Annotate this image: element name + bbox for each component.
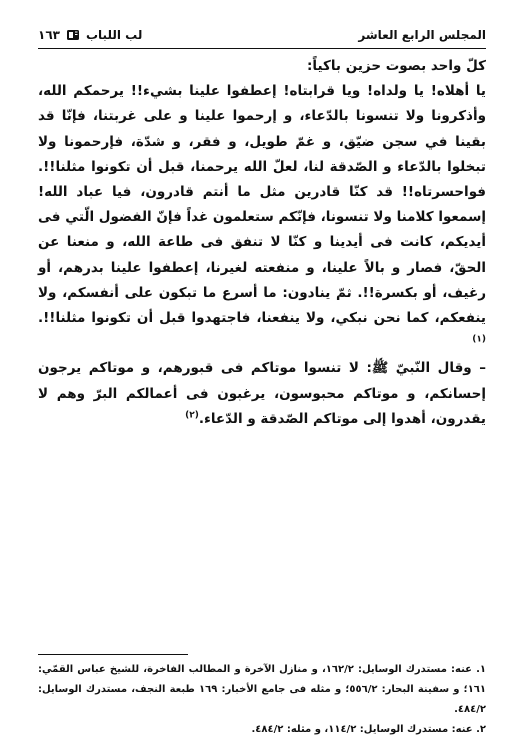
page-number: ١٦٣ (38, 28, 60, 42)
chapter-title: المجلس الرابع العاشر (358, 28, 486, 42)
footnote-2: ٢. عنه: مستدرك الوسايل: ١١٤/٢، و مثله: ٤٨٤/٢. (251, 724, 486, 735)
main-text (38, 54, 486, 432)
running-header (38, 24, 486, 46)
book-icon (66, 28, 80, 42)
header-rule (38, 48, 486, 49)
paragraph-lament (38, 79, 486, 356)
footnotes (38, 660, 486, 740)
paragraph-hadith (38, 356, 486, 432)
paragraph-lament-text: يا أهلاه! يا ولداه! ويا قرابتاه! إعطفوا علينا بشيء!! يرحمكم الله، وأذكرونا ولا تنسونا بالدّعاء، و إرحموا علينا و على غربتنا، فإنّا قد بقينا في سجن ضيّق، و غمّ طويل، و فقر، و شدّة، فإرحمونا ولا تبخلوا بالدّعاء و الصّدقة لنا، لعلّ الله يرحمنا، قبل أن تكونوا مثلنا!!. فواحسرتاه!! قد كنّا قادرين مثل ما أنتم قادرون، فيا عباد الله! إسمعوا كلامنا ولا تنسونا، فإنّكم ستعلمون غداً فإنّ الفضول الّتي فى أيديكم، كانت فى أيدينا و كنّا لا تنفق فى طاعة الله، و منعنا عن الحقّ، فصار و بالاً علينا، و منفعته لغيرنا، إعطفوا علينا بدرهم، أو رغيف، أو بكسرة!!. ثمّ ينادون: ما أسرع ما تبكون على أنفسكم، ولا ينفعكم، كما نحن نبكي، ولا ينفعنا، فاجتهدوا قبل أن تكونوا مثلنا!!. (38, 83, 486, 327)
paragraph-hadith-text: – وقال النّبيّ ﷺ: لا تنسوا موتاكم فى قبورهم، و موتاكم يرجون إحسانكم، و موتاكم محبوسون، يرغبون فى أعمالكم البرّ وهم لا يقدرون، أهدوا إلى موتاكم الصّدقة و الدّعاء. (38, 360, 486, 427)
paragraph-intro: كلّ واحد بصوت حزين باكياً: (307, 58, 486, 74)
footnote-rule (38, 654, 188, 655)
book-title: لب اللباب (85, 28, 143, 42)
footnote-ref-2: (٢) (185, 410, 199, 421)
header-book-info (38, 28, 142, 42)
footnote-1: ١. عنه: مستدرك الوسايل: ١٦٢/٢، و منازل الآخرة و المطالب الفاخرة، للشيخ عباس القمّي: ١٦١؛ و سفينة البحار: ٥٥٦/٢؛ و مثله فى جامع الأخبار: ١٦٩ طبعة النجف، مستدرك الوسايل: ٤٨٤/٢. (38, 664, 486, 715)
footnote-ref-1: (١) (472, 334, 486, 345)
